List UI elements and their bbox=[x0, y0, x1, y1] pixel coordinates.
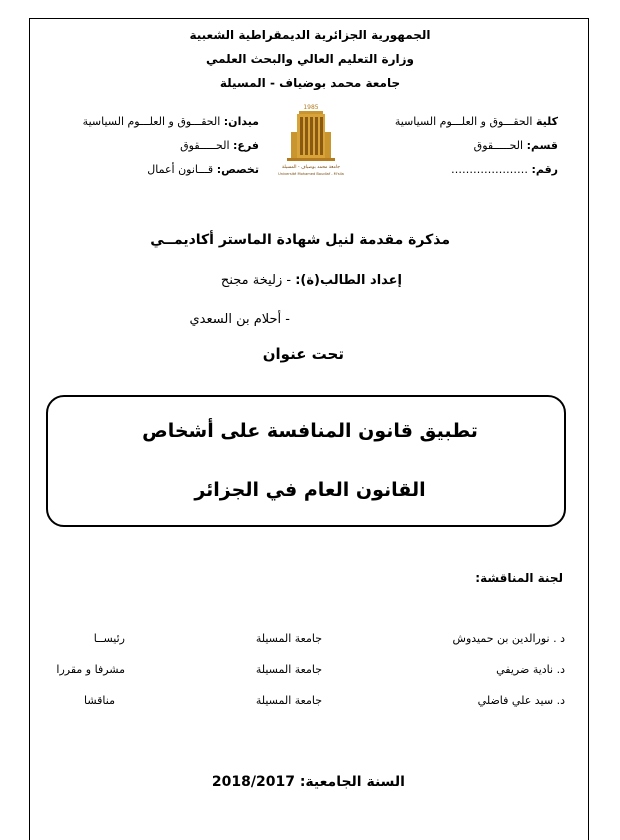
branch-line bbox=[180, 139, 259, 152]
jury-member-3-role: مناقشا bbox=[84, 694, 115, 707]
jury-member-2-university: جامعة المسيلة bbox=[255, 663, 322, 676]
university-name: جامعة محمد بوضياف - المسيلة bbox=[219, 76, 401, 90]
thesis-title-line-2: القانون العام في الجزائر bbox=[194, 479, 426, 501]
university-tower-icon bbox=[275, 102, 347, 178]
academic-year-value: 2018/2017 bbox=[211, 774, 295, 790]
university-logo bbox=[275, 102, 347, 178]
jury-member-3-university: جامعة المسيلة bbox=[255, 694, 322, 707]
academic-year-line bbox=[212, 774, 405, 790]
department-value: الحـــــقوق bbox=[473, 139, 524, 152]
prepared-by-line bbox=[221, 273, 402, 288]
jury-label: لجنة المناقشة: bbox=[475, 571, 563, 585]
logo-year: 1985 bbox=[303, 104, 319, 111]
jury-member-1-name: د . نورالدين بن حميدوش bbox=[452, 632, 565, 645]
jury-member-2-role: مشرفا و مقررا bbox=[56, 663, 125, 676]
faculty-value: الحقـــوق و العلـــوم السياسية bbox=[394, 115, 533, 128]
jury-member-1-role: رئيســا bbox=[93, 632, 125, 645]
student-name-1: - زليخة مجنح bbox=[220, 273, 292, 288]
field-label: ميدان: bbox=[223, 115, 259, 128]
number-label: رقم: bbox=[531, 163, 558, 176]
field-line bbox=[83, 115, 259, 128]
branch-value: الحـــــقوق bbox=[180, 139, 230, 152]
academic-year-label: السنة الجامعية: bbox=[299, 774, 405, 790]
number-value: ………………… bbox=[450, 163, 528, 176]
faculty-label: كلية bbox=[535, 115, 558, 128]
thesis-title-line-1: تطبيق قانون المنافسة على أشخاص bbox=[142, 420, 478, 442]
jury-member-3-name: د. سيد علي فاضلي bbox=[477, 694, 565, 707]
logo-caption-fr: Université Mohamed Boudiaf - M'sila bbox=[278, 172, 344, 176]
number-line bbox=[451, 163, 558, 176]
department-line bbox=[474, 139, 558, 152]
thesis-title-box bbox=[46, 395, 566, 527]
ministry-name: وزارة التعليم العالي والبحث العلمي bbox=[205, 52, 415, 66]
under-title-label: تحت عنوان bbox=[262, 345, 344, 363]
logo-caption-ar: جامعة محمد بوضياف - المسيلة bbox=[281, 165, 341, 170]
jury-member-2-name: د. نادية ضريفي bbox=[496, 663, 565, 676]
field-value: الحقـــوق و العلـــوم السياسية bbox=[82, 115, 221, 128]
specialization-value: قـــانون أعمال bbox=[147, 163, 214, 176]
department-label: قسم: bbox=[526, 139, 558, 152]
student-name-2: - أحلام بن السعدي bbox=[189, 312, 290, 327]
prepared-by-label: إعداد الطالب(ة): bbox=[295, 273, 402, 288]
specialization-label: تخصص: bbox=[216, 163, 259, 176]
specialization-line bbox=[147, 163, 259, 176]
degree-title: مذكرة مقدمة لنيل شهادة الماستر أكاديمــي bbox=[150, 232, 450, 248]
republic-name: الجمهورية الجزائرية الديمقراطية الشعبية bbox=[189, 28, 431, 42]
jury-member-1-university: جامعة المسيلة bbox=[255, 632, 322, 645]
branch-label: فرع: bbox=[233, 139, 259, 152]
faculty-line bbox=[395, 115, 558, 128]
